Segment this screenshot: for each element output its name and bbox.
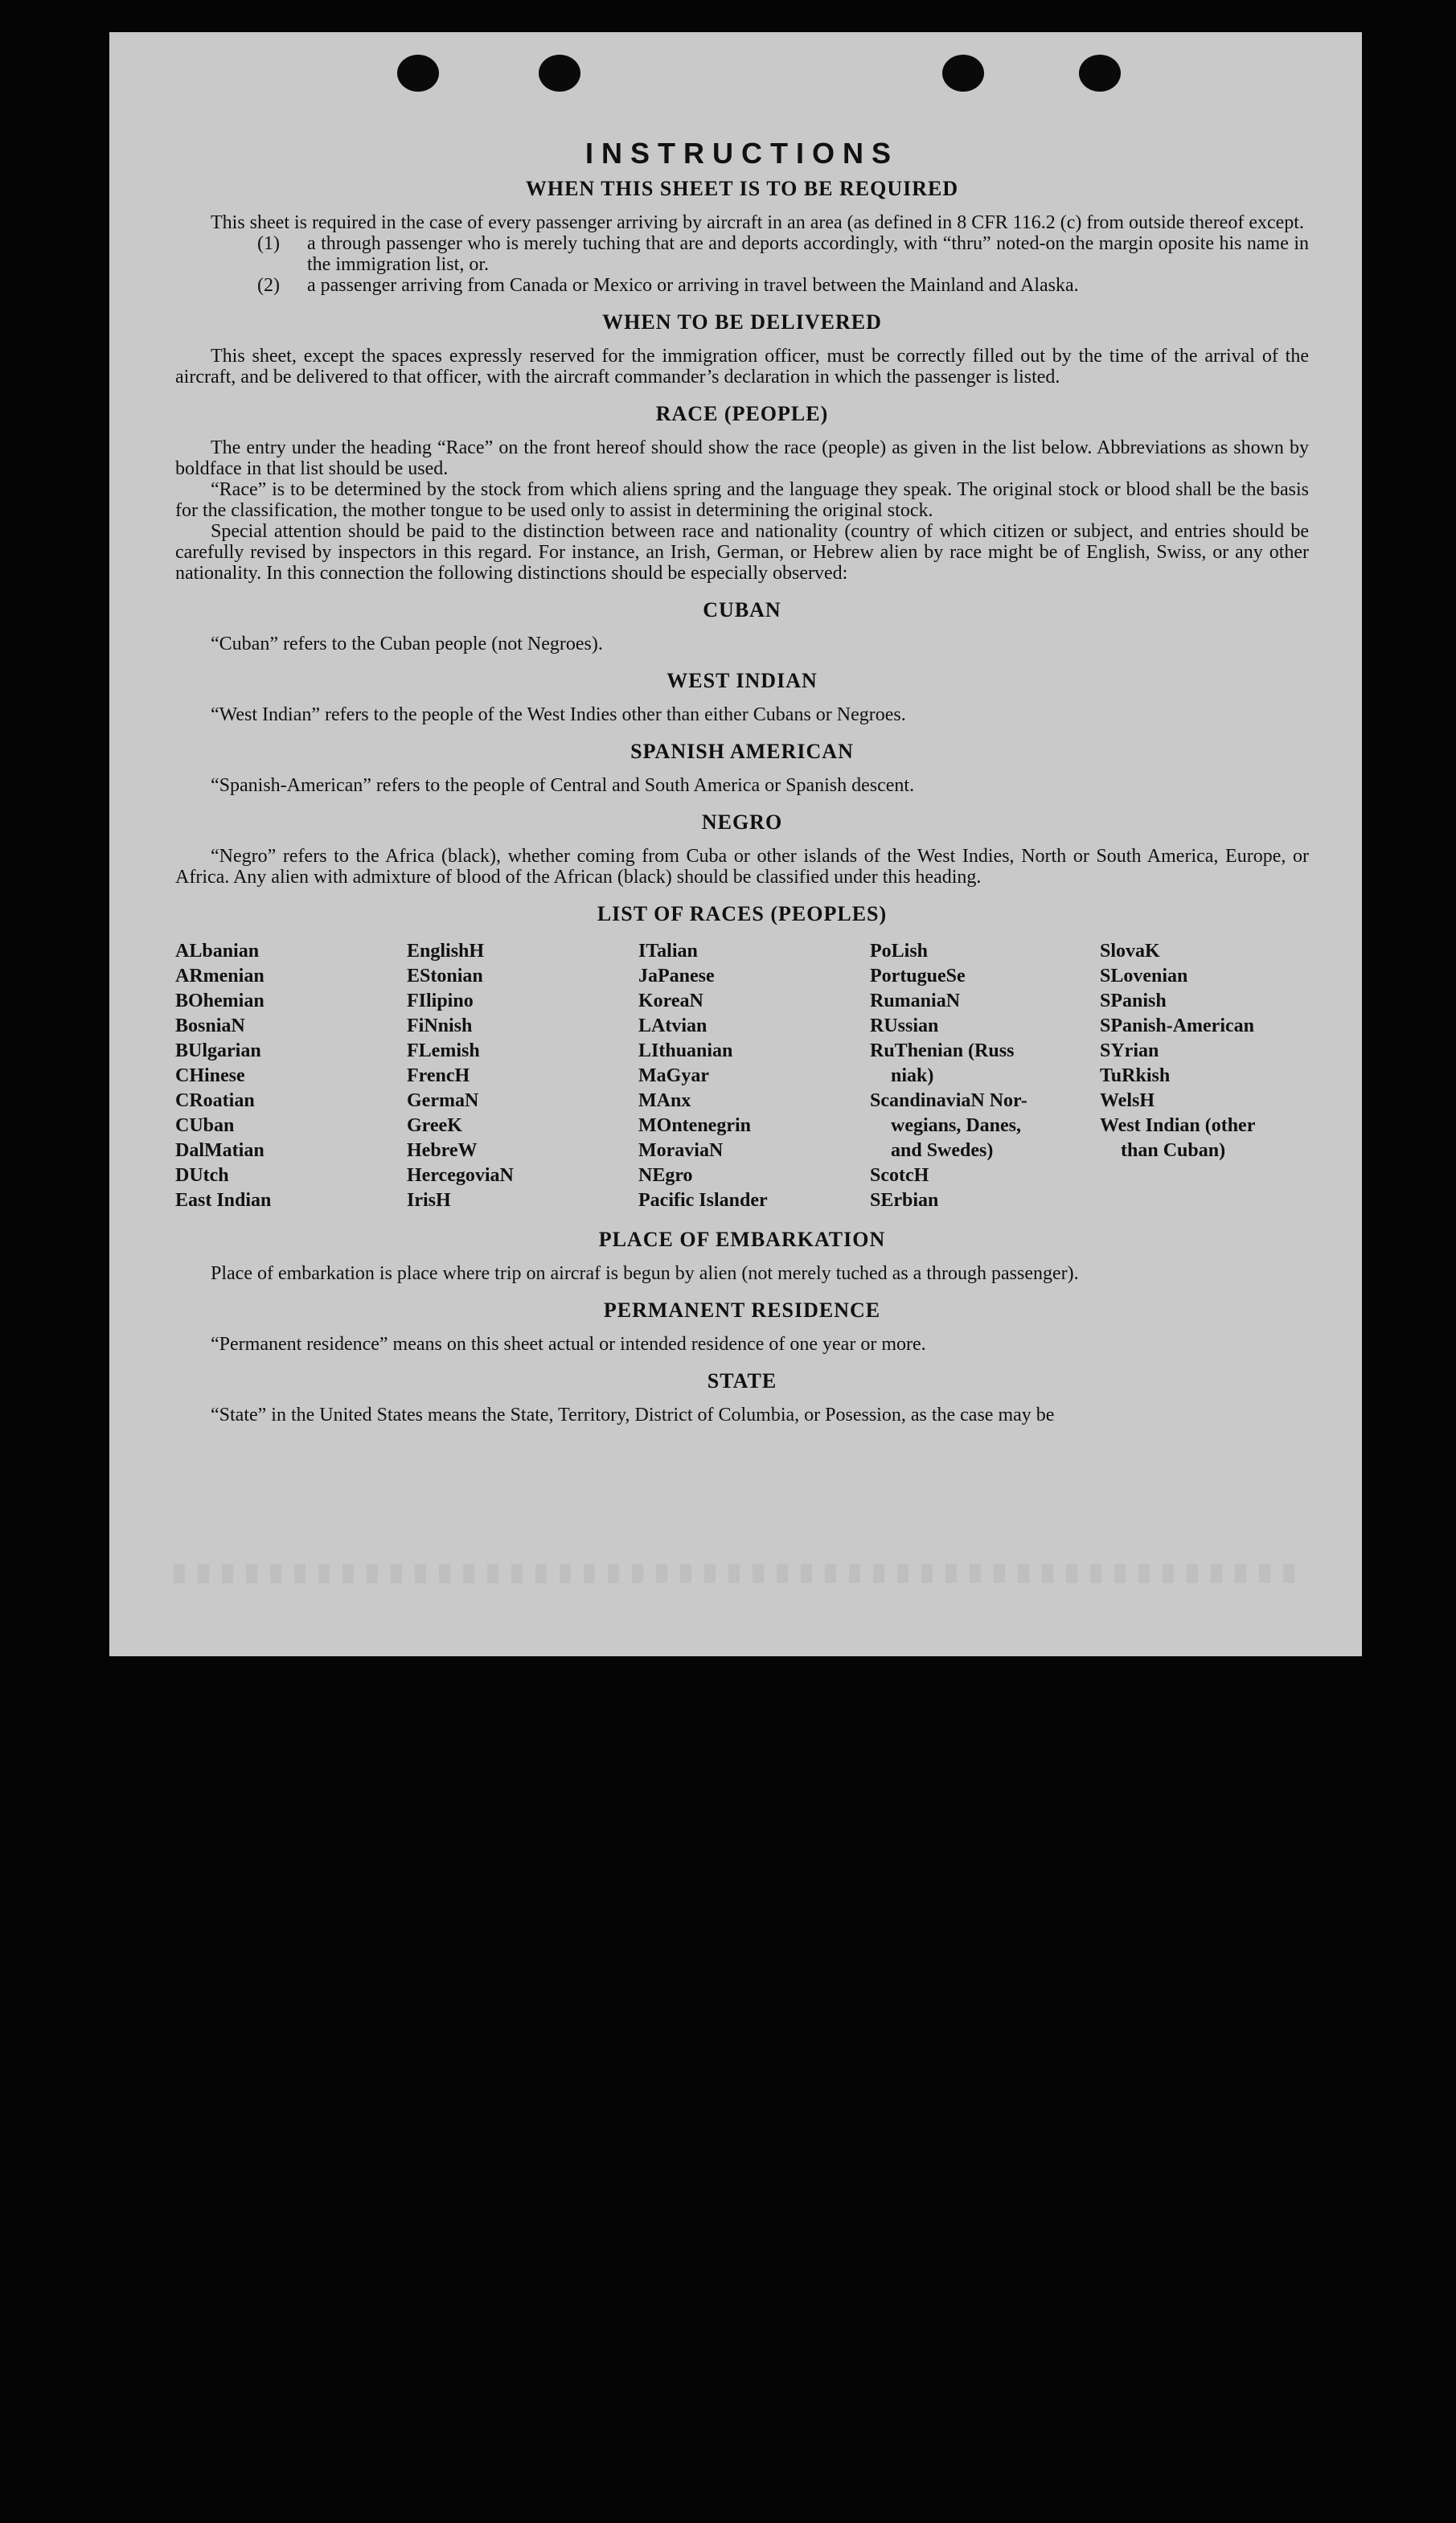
race-entry: SlovaK <box>1100 941 1160 962</box>
document-title: INSTRUCTIONS <box>585 137 899 170</box>
race-paragraph-1: The entry under the heading “Race” on the front hereof should show the race (people) as given in the list below. Abbreviations as shown by boldface in that list should be used. <box>175 437 1309 479</box>
cuban-text: “Cuban” refers to the Cuban people (not Negroes). <box>211 634 603 654</box>
item-number: (2) <box>257 275 280 296</box>
race-entry: DalMatian <box>175 1140 265 1161</box>
race-entry: niak) <box>891 1065 934 1086</box>
race-entry: ScandinaviaN Nor- <box>870 1090 1027 1111</box>
punch-hole <box>397 55 439 92</box>
delivered-text: This sheet, except the spaces expressly reserved for the immigration officer, must be correctly filled out by the time of the arrival of the aircraft, and be delivered to that officer, with the aircraft commander’s declaration in which the passenger is listed. <box>175 346 1309 388</box>
race-entry: MoraviaN <box>638 1140 724 1161</box>
section-heading-spanish-american: SPANISH AMERICAN <box>630 740 854 763</box>
item-text: a through passenger who is merely tuching that are and deports accordingly, with “thru” noted-on the margin oposite his name in the immigration list, or. <box>307 233 1309 275</box>
race-entry: West Indian (other <box>1100 1115 1256 1136</box>
residence-text: “Permanent residence” means on this sheet actual or intended residence of one year or more. <box>211 1334 926 1355</box>
race-entry: IrisH <box>407 1190 451 1211</box>
race-entry: FiNnish <box>407 1015 473 1036</box>
race-entry: and Swedes) <box>891 1140 994 1161</box>
race-entry: TuRkish <box>1100 1065 1171 1086</box>
race-entry: HebreW <box>407 1140 478 1161</box>
races-column <box>1100 939 1315 1213</box>
race-entry: GermaN <box>407 1090 479 1111</box>
race-entry: MOntenegrin <box>638 1115 751 1136</box>
item-text: a passenger arriving from Canada or Mexico or arriving in travel between the Mainland and Alaska. <box>307 275 1079 296</box>
section-heading-residence: PERMANENT RESIDENCE <box>603 1298 881 1322</box>
negro-text: “Negro” refers to the Africa (black), whether coming from Cuba or other islands of the West Indies, North or South America, Europe, or Africa. Any alien with admixture of blood of the African (black) should be classified under this heading. <box>175 846 1309 888</box>
punch-hole <box>942 55 984 92</box>
race-entry: EStonian <box>407 966 483 987</box>
race-entry: KoreaN <box>638 991 703 1011</box>
state-text: “State” in the United States means the State, Territory, District of Columbia, or Posession, as the case may be <box>211 1405 1055 1426</box>
race-entry: FrencH <box>407 1065 470 1086</box>
spanish-american-text: “Spanish-American” refers to the people of Central and South America or Spanish descent. <box>211 775 915 796</box>
race-entry: ARmenian <box>175 966 265 987</box>
instruction-sheet <box>109 32 1362 1656</box>
race-entry: SPanish <box>1100 991 1167 1011</box>
race-entry: than Cuban) <box>1121 1140 1226 1161</box>
race-entry: MAnx <box>638 1090 691 1111</box>
required-intro: This sheet is required in the case of every passenger arriving by aircraft in an area (as defined in 8 CFR 116.2 (c) from outside thereof except. <box>211 212 1304 233</box>
race-entry: JaPanese <box>638 966 715 987</box>
embarkation-text: Place of embarkation is place where trip on aircraf is begun by alien (not merely tuched as a through passenger). <box>211 1263 1079 1284</box>
race-entry: CUban <box>175 1115 235 1136</box>
race-entry: CHinese <box>175 1065 245 1086</box>
section-heading-cuban: CUBAN <box>703 598 781 622</box>
section-heading-west-indian: WEST INDIAN <box>666 669 818 692</box>
races-column <box>407 939 638 1213</box>
punch-hole <box>1079 55 1121 92</box>
race-paragraph-2: “Race” is to be determined by the stock from which aliens spring and the language they speak. The original stock or blood shall be the basis for the classification, the mother tongue to be used only to assist in determining the original stock. <box>175 479 1309 521</box>
race-entry: SErbian <box>870 1190 939 1211</box>
race-paragraph-3: Special attention should be paid to the distinction between race and nationality (country of which citizen or subject, and entries should be carefully revised by inspectors in this regard. For instance, an Irish, German, or Hebrew alien by race might be of English, Swiss, or any other nationality. In this connection the following distinctions should be especially observed: <box>175 521 1309 584</box>
race-entry: NEgro <box>638 1165 693 1186</box>
race-entry: SPanish-American <box>1100 1015 1254 1036</box>
section-heading-state: STATE <box>707 1369 777 1393</box>
race-entry: EnglishH <box>407 941 485 962</box>
race-entry: LIthuanian <box>638 1040 733 1061</box>
section-heading-required: WHEN THIS SHEET IS TO BE REQUIRED <box>525 177 959 200</box>
races-column <box>870 939 1100 1213</box>
race-entry: FIlipino <box>407 991 474 1011</box>
race-entry: RuThenian (Russ <box>870 1040 1015 1061</box>
exception-item <box>175 275 1309 296</box>
races-column <box>638 939 870 1213</box>
race-entry: PoLish <box>870 941 929 962</box>
punch-hole <box>539 55 580 92</box>
race-entry: RumaniaN <box>870 991 961 1011</box>
section-heading-embarkation: PLACE OF EMBARKATION <box>598 1228 886 1251</box>
section-heading-list-of-races: LIST OF RACES (PEOPLES) <box>597 902 888 925</box>
race-entry: BOhemian <box>175 991 265 1011</box>
race-entry: CRoatian <box>175 1090 255 1111</box>
race-entry: ITalian <box>638 941 698 962</box>
race-entry: ALbanian <box>175 941 260 962</box>
race-entry: East Indian <box>175 1190 272 1211</box>
race-entry: LAtvian <box>638 1015 707 1036</box>
west-indian-text: “West Indian” refers to the people of the West Indies other than either Cubans or Negroes. <box>211 704 906 725</box>
race-entry: BosniaN <box>175 1015 245 1036</box>
race-entry: WelsH <box>1100 1090 1155 1111</box>
race-entry: SYrian <box>1100 1040 1159 1061</box>
race-entry: FLemish <box>407 1040 480 1061</box>
race-entry: HercegoviaN <box>407 1165 514 1186</box>
section-heading-negro: NEGRO <box>701 810 783 834</box>
race-entry: MaGyar <box>638 1065 709 1086</box>
race-entry: DUtch <box>175 1165 229 1186</box>
race-entry: wegians, Danes, <box>891 1115 1022 1136</box>
item-number: (1) <box>257 233 280 254</box>
race-entry: Pacific Islander <box>638 1190 768 1211</box>
race-entry: SLovenian <box>1100 966 1188 987</box>
section-heading-delivered: WHEN TO BE DELIVERED <box>602 310 882 334</box>
exception-item <box>175 233 1309 275</box>
section-heading-race: RACE (PEOPLE) <box>655 402 829 425</box>
races-list <box>175 939 1309 1213</box>
race-entry: GreeK <box>407 1115 462 1136</box>
races-column <box>175 939 407 1213</box>
race-entry: ScotcH <box>870 1165 929 1186</box>
race-entry: RUssian <box>870 1015 939 1036</box>
race-entry: PortugueSe <box>870 966 966 987</box>
race-entry: BUlgarian <box>175 1040 261 1061</box>
faded-print-line <box>174 1564 1299 1583</box>
